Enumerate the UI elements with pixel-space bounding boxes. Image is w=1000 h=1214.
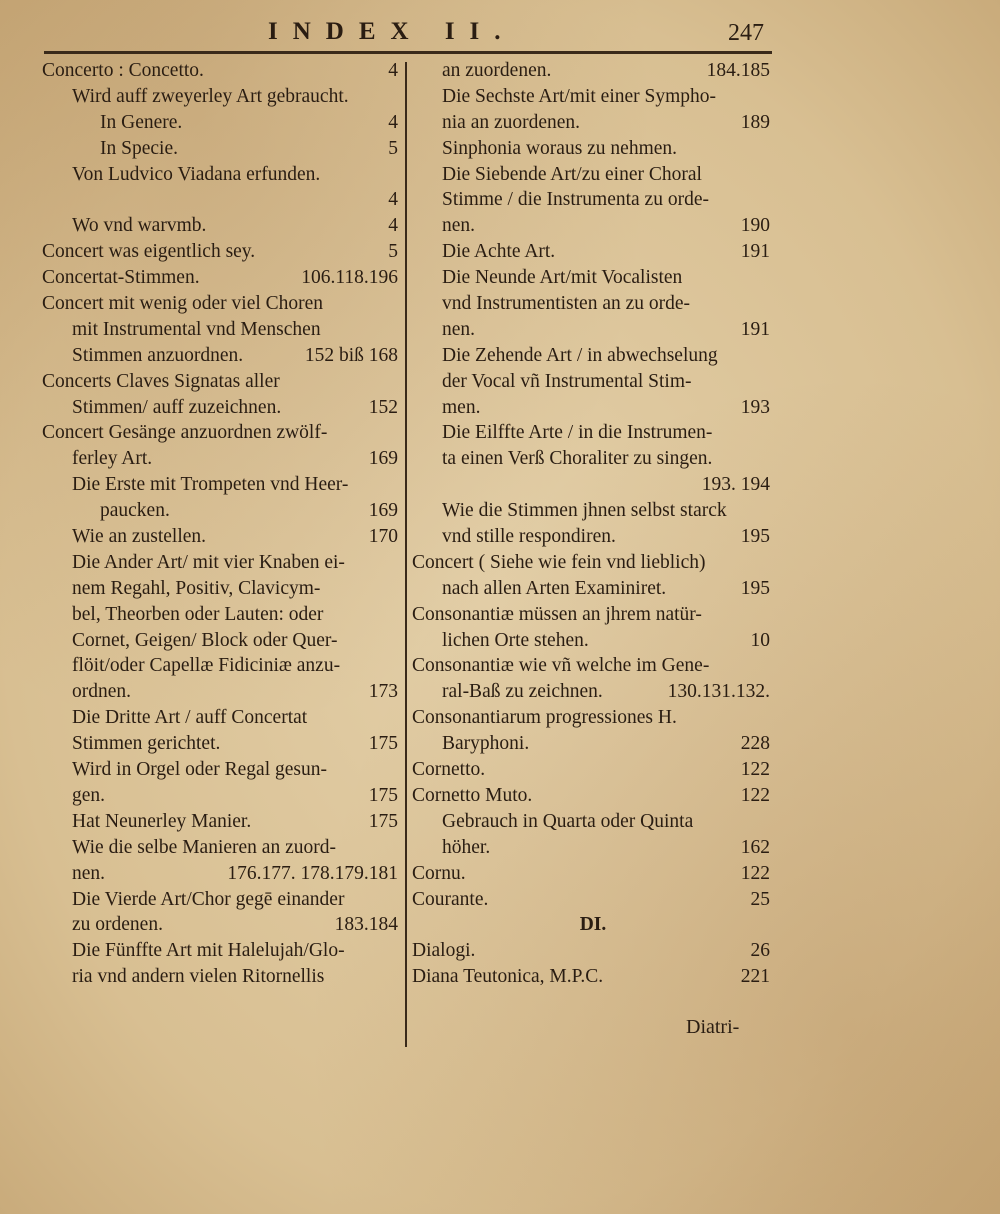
index-entry xyxy=(42,265,402,291)
index-entry xyxy=(42,887,402,913)
index-entry xyxy=(42,110,402,136)
entry-text: Concert mit wenig oder viel Choren xyxy=(42,293,324,315)
entry-text: ral-Baß zu zeichnen. xyxy=(442,681,603,703)
index-entry xyxy=(42,731,402,757)
entry-page-ref: 169 xyxy=(368,448,398,470)
index-entry xyxy=(412,524,774,550)
entry-page-ref: 175 xyxy=(368,810,398,832)
index-entry xyxy=(412,162,774,188)
entry-text: ordnen. xyxy=(72,681,132,703)
page-number: 247 xyxy=(728,20,764,46)
index-entry xyxy=(42,861,402,887)
index-entry xyxy=(412,213,774,239)
entry-text: Cornetto Muto. xyxy=(412,784,533,806)
entry-text: men. xyxy=(442,396,481,418)
index-entry xyxy=(42,472,402,498)
entry-page-ref: 195 xyxy=(740,577,770,599)
index-entry xyxy=(412,602,774,628)
index-entry xyxy=(412,446,774,472)
entry-text: Concert was eigentlich sey. xyxy=(42,241,256,263)
entry-page-ref: 26 xyxy=(750,940,770,962)
entry-text: Cornetto. xyxy=(412,759,486,781)
entry-text: Die Fünffte Art mit Halelujah/Glo- xyxy=(72,940,345,962)
page-header xyxy=(0,14,1000,50)
entry-text: Die Dritte Art / auff Concertat xyxy=(72,707,308,729)
index-entry xyxy=(42,550,402,576)
entry-text: Stimmen gerichtet. xyxy=(72,733,221,755)
entry-text: In Specie. xyxy=(100,137,178,159)
entry-page-ref: 221 xyxy=(740,966,770,988)
entry-page-ref: 175 xyxy=(368,733,398,755)
index-entry xyxy=(412,369,774,395)
entry-page-ref: 173 xyxy=(368,681,398,703)
entry-text: zu ordenen. xyxy=(72,914,163,936)
index-entry xyxy=(412,783,774,809)
entry-text: mit Instrumental vnd Menschen xyxy=(72,318,321,340)
entry-page-ref: 122 xyxy=(740,862,770,884)
entry-page-ref: 4 xyxy=(388,111,398,133)
index-entry xyxy=(42,964,402,990)
index-entry xyxy=(42,783,402,809)
entry-text: ferley Art. xyxy=(72,448,153,470)
entry-text: Stimmen/ auff zuzeichnen. xyxy=(72,396,282,418)
index-entry xyxy=(412,110,774,136)
entry-text: nia an zuordenen. xyxy=(442,111,581,133)
entry-page-ref: 4 xyxy=(388,60,398,81)
index-entry xyxy=(42,162,402,188)
entry-text: Wie die selbe Manieren an zuord- xyxy=(72,836,336,858)
index-entry xyxy=(412,938,774,964)
index-entry xyxy=(42,498,402,524)
entry-page-ref: 152 xyxy=(368,396,398,418)
entry-text: Die Neunde Art/mit Vocalisten xyxy=(442,267,683,289)
index-column-left xyxy=(42,58,402,990)
index-entry xyxy=(42,679,402,705)
entry-text: nem Regahl, Positiv, Clavicym- xyxy=(72,577,321,599)
index-entry xyxy=(412,84,774,110)
entry-text: nen. xyxy=(442,318,476,340)
index-entry xyxy=(412,653,774,679)
entry-page-ref: 228 xyxy=(740,733,770,755)
entry-text: Wird auff zweyerley Art gebraucht. xyxy=(72,85,349,107)
index-entry xyxy=(412,861,774,887)
index-entry xyxy=(412,420,774,446)
index-entry xyxy=(42,213,402,239)
column-divider xyxy=(405,62,407,1047)
index-entry xyxy=(42,602,402,628)
index-entry xyxy=(42,653,402,679)
index-entry xyxy=(412,472,774,498)
entry-text: Consonantiæ wie vñ welche im Gene- xyxy=(412,655,710,677)
index-entry xyxy=(412,136,774,162)
entry-page-ref: 193. 194 xyxy=(701,474,770,496)
entry-text: Gebrauch in Quarta oder Quinta xyxy=(442,810,694,832)
index-entry xyxy=(42,576,402,602)
entry-text: Consonantiæ müssen an jhrem natür- xyxy=(412,603,702,625)
entry-text: höher. xyxy=(442,836,491,858)
entry-text: Consonantiarum progressiones H. xyxy=(412,707,677,729)
index-entry xyxy=(42,938,402,964)
index-entry xyxy=(412,343,774,369)
entry-text: Die Vierde Art/Chor gegē einander xyxy=(72,888,345,910)
entry-text: Dialogi. xyxy=(412,940,476,962)
entry-text: Courante. xyxy=(412,888,489,910)
entry-text: nach allen Arten Examiniret. xyxy=(442,577,667,599)
index-entry xyxy=(412,809,774,835)
index-entry xyxy=(42,446,402,472)
entry-text: Concerts Claves Signatas aller xyxy=(42,370,280,392)
entry-text: Die Erste mit Trompeten vnd Heer- xyxy=(72,474,349,496)
entry-text: Concertat-Stimmen. xyxy=(42,267,200,289)
index-entry xyxy=(42,628,402,654)
entry-page-ref: 190 xyxy=(740,215,770,237)
entry-text: Cornet, Geigen/ Block oder Quer- xyxy=(72,629,338,651)
entry-page-ref: 183.184 xyxy=(334,914,398,936)
index-entry xyxy=(42,58,402,84)
running-title: INDEX II. xyxy=(268,18,516,45)
entry-page-ref: 122 xyxy=(740,784,770,806)
index-column-right xyxy=(412,58,774,990)
entry-page-ref: 169 xyxy=(368,500,398,522)
header-rule xyxy=(44,51,772,54)
index-entry xyxy=(412,835,774,861)
entry-text: DI. xyxy=(579,914,607,936)
entry-page-ref: 191 xyxy=(740,318,770,340)
entry-text: gen. xyxy=(72,784,106,806)
index-entry xyxy=(412,964,774,990)
index-entry xyxy=(42,136,402,162)
index-entry xyxy=(412,576,774,602)
entry-page-ref: 184.185 xyxy=(706,60,770,81)
entry-text: Cornu. xyxy=(412,862,466,884)
index-entry xyxy=(412,628,774,654)
entry-text: Stimme / die Instrumenta zu orde- xyxy=(442,189,709,211)
entry-page-ref: 106.118.196 xyxy=(301,267,398,289)
index-entry xyxy=(412,887,774,913)
entry-page-ref: 25 xyxy=(750,888,770,910)
index-entry xyxy=(412,187,774,213)
index-entry xyxy=(42,369,402,395)
entry-text: Concert Gesänge anzuordnen zwölf- xyxy=(42,422,328,444)
index-entry xyxy=(412,58,774,84)
index-entry xyxy=(42,705,402,731)
index-entry xyxy=(412,550,774,576)
entry-page-ref: 10 xyxy=(750,629,770,651)
entry-text: Wird in Orgel oder Regal gesun- xyxy=(72,759,327,781)
index-entry xyxy=(412,395,774,421)
entry-text: bel, Theorben oder Lauten: oder xyxy=(72,603,324,625)
entry-text: Die Ander Art/ mit vier Knaben ei- xyxy=(72,551,345,573)
entry-page-ref: 4 xyxy=(388,215,398,237)
entry-text: vnd stille respondiren. xyxy=(442,526,616,548)
index-entry xyxy=(412,757,774,783)
index-entry xyxy=(42,524,402,550)
entry-text: Die Sechste Art/mit einer Sympho- xyxy=(442,85,717,107)
index-entry xyxy=(42,84,402,110)
index-entry xyxy=(412,498,774,524)
entry-text: Wie die Stimmen jhnen selbst starck xyxy=(442,500,727,522)
index-entry xyxy=(42,343,402,369)
entry-text: Die Zehende Art / in abwechselung xyxy=(442,344,718,366)
entry-text: Sinphonia woraus zu nehmen. xyxy=(442,137,678,159)
entry-page-ref: 130.131.132. xyxy=(667,681,770,703)
entry-text: vnd Instrumentisten an zu orde- xyxy=(442,293,691,315)
entry-page-ref: 176.177. 178.179.181 xyxy=(227,862,398,884)
entry-text: paucken. xyxy=(100,500,170,522)
entry-page-ref: 122 xyxy=(740,759,770,781)
index-entry xyxy=(42,291,402,317)
entry-page-ref: 5 xyxy=(388,137,398,159)
entry-text: der Vocal vñ Instrumental Stim- xyxy=(442,370,692,392)
entry-page-ref: 170 xyxy=(368,526,398,548)
entry-text: nen. xyxy=(72,862,106,884)
entry-text: nen. xyxy=(442,215,476,237)
entry-text: ria vnd andern vielen Ritornellis xyxy=(72,966,325,988)
entry-page-ref: 175 xyxy=(368,784,398,806)
index-entry xyxy=(42,912,402,938)
entry-text: flöit/oder Capellæ Fidiciniæ anzu- xyxy=(72,655,341,677)
entry-text: Concert ( Siehe wie fein vnd lieblich) xyxy=(412,551,706,573)
entry-text: an zuordenen. xyxy=(442,60,552,81)
entry-page-ref: 191 xyxy=(740,241,770,263)
entry-text: Baryphoni. xyxy=(442,733,530,755)
index-entry xyxy=(42,835,402,861)
entry-page-ref: 162 xyxy=(740,836,770,858)
index-entry xyxy=(412,291,774,317)
entry-text: Concerto : Concetto. xyxy=(42,60,204,81)
entry-text: Wo vnd warvmb. xyxy=(72,215,207,237)
index-entry xyxy=(42,187,402,213)
entry-text: ta einen Verß Choraliter zu singen. xyxy=(442,448,713,470)
index-entry xyxy=(42,395,402,421)
index-entry xyxy=(412,705,774,731)
index-entry xyxy=(412,679,774,705)
index-entry xyxy=(412,317,774,343)
index-entry xyxy=(412,265,774,291)
index-entry xyxy=(42,420,402,446)
index-entry xyxy=(412,239,774,265)
catchword: Diatri- xyxy=(686,1016,740,1038)
entry-page-ref: 189 xyxy=(740,111,770,133)
entry-page-ref: 4 xyxy=(388,189,398,211)
entry-page-ref: 195 xyxy=(740,526,770,548)
index-entry xyxy=(412,731,774,757)
index-entry xyxy=(42,757,402,783)
entry-text: Die Achte Art. xyxy=(442,241,556,263)
entry-page-ref: 152 biß 168 xyxy=(304,344,398,366)
index-entry xyxy=(42,317,402,343)
entry-text: Von Ludvico Viadana erfunden. xyxy=(72,163,321,185)
entry-text: Stimmen anzuordnen. xyxy=(72,344,244,366)
entry-text: lichen Orte stehen. xyxy=(442,629,589,651)
entry-page-ref: 5 xyxy=(388,241,398,263)
entry-text: Diana Teutonica, M.P.C. xyxy=(412,966,604,988)
index-entry xyxy=(42,239,402,265)
index-entry xyxy=(42,809,402,835)
entry-text: Die Siebende Art/zu einer Choral xyxy=(442,163,702,185)
entry-page-ref: 193 xyxy=(740,396,770,418)
index-entry xyxy=(412,912,774,938)
entry-text: Wie an zustellen. xyxy=(72,526,207,548)
entry-text: Hat Neunerley Manier. xyxy=(72,810,252,832)
entry-text: In Genere. xyxy=(100,111,183,133)
entry-text: Die Eilffte Arte / in die Instrumen- xyxy=(442,422,713,444)
